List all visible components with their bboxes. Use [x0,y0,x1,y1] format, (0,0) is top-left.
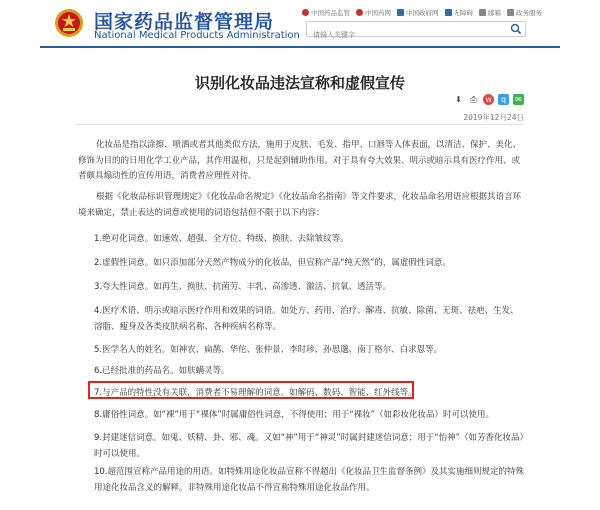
qq-share-icon[interactable]: q [498,94,509,105]
national-emblem-icon [54,8,84,38]
title-divider [76,124,524,125]
top-links [302,8,542,17]
list-item: 2.虚假性词意。如只添加部分天然产物成分的化妆品，但宣称产品“纯天然”的，属虚假性词意。 [94,258,451,268]
list-item: 9.封建迷信词意。如鬼、妖精、卦、邪、魂。又如“神”用于“神灵”时属封建迷信词意；用于“怡神”（如芳香化妆品）时可以使用。 [94,433,524,459]
list-item: 10.超范围宣称产品用途的用语。如特殊用途化妆品宣称不得超出《化妆品卫生监督条例》及其实施细则规定的特殊用途化妆品含义的解释。非特殊用途化妆品不得宣称特殊用途化妆品作用。 [94,467,525,493]
site-header [0,0,600,48]
site-subtitle: National Medical Products Administration [94,30,300,41]
header-divider [40,46,560,48]
print-icon[interactable]: ⎙ [470,94,477,104]
top-link-nmpa-weibo[interactable]: 中国药品监管 [302,8,350,17]
weibo-share-icon[interactable]: w [483,94,494,105]
list-item: 1.绝对化词意。如速效、超强、全方位、特级、换肤、去除皱纹等。 [94,234,349,244]
list-item: 3.夸大性词意。如再生、换肤、抗菌劳、丰乳、高渗透、激活、抗氧、透活等。 [94,282,392,292]
gov-icon [397,9,404,16]
accessibility-icon [445,9,452,16]
wechat-share-icon[interactable]: ✉ [513,94,524,105]
search-box [306,21,526,37]
weibo-icon [302,9,309,16]
list-item-highlighted: 7.与产品的特性没有关联，消费者不易理解的词意。如解码、数码、智能、红外线等。 [94,388,417,398]
top-link-gov[interactable]: 中国政府网 [397,8,439,17]
publish-date: 2019年12月24日 [463,113,524,122]
service-icon [507,9,514,16]
top-link-accessibility[interactable]: 无障碍 [445,8,474,17]
list-item: 8.庸俗性词意。如“裸”用于“裸体”时属庸俗性词意，不得使用；用于“裸妆”（如彩妆化妆品）时可以使用。 [94,410,495,420]
list-item: 6.已经批准的药品名。如肤螨灵等。 [94,366,230,376]
download-icon[interactable]: ⬇ [455,94,462,104]
top-link-service[interactable]: 政务服务 [507,8,542,17]
search-icon[interactable] [510,23,522,35]
highlight-box [88,381,414,399]
top-link-mail[interactable]: 邮箱 [479,8,501,17]
weibo-icon [356,9,363,16]
intro-paragraph: 化妆品是指以涂擦、喷洒或者其他类似方法，施用于皮肤、毛发、指甲、口唇等人体表面，以清洁、保护、美化、修饰为目的的日用化学工业产品，其作用温和，只是起到辅助作用。对于具有夸大效果、明示或暗示具有医疗作用、或者颇具煽动性的宣传用语，消费者应理性对待。 [78,140,522,181]
mail-icon [479,9,486,16]
list-item: 5.医学名人的姓名。如神农、扁鹊、华佗、张仲景、李时珍、孙思邈、南丁格尔、白求恩等。 [94,345,443,355]
regulation-paragraph: 根据《化妆品标识管理规定》《化妆品命名规定》《化妆品命名指南》等文件要求，化妆品命名用语应根据其语言环境来确定，禁止表达的词意或使用的词语包括但不限于以下内容： [78,192,522,218]
top-link-china-pharma[interactable]: 中国药网 [356,8,391,17]
article-tools [453,94,524,105]
site-title[interactable]: 国家药品监督管理局 [94,11,275,33]
article-title: 识别化妆品违法宣称和虚假宣传 [194,74,405,92]
search-input[interactable] [313,29,493,41]
list-item: 4.医疗术语、明示或暗示医疗作用和效果的词语。如处方、药用、治疗、解毒、抗敏、除菌、无斑、祛疤、生发、溶脂、瘦身及各类皮肤病名称、各种疾病名称等。 [94,306,519,332]
